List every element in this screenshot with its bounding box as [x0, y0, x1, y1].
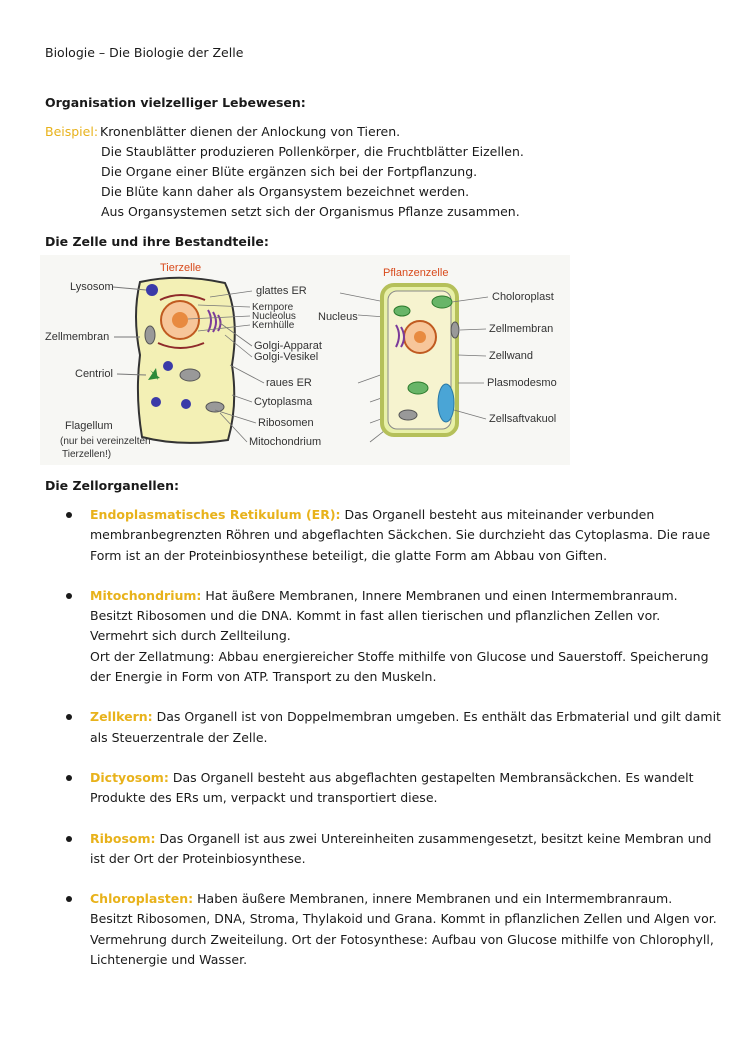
animal-lysosome	[146, 284, 158, 296]
organelle-text: membranbegrenzten Röhren und abgeflachten Säckchen. Sie durchzieht das Cytoplasma. Die raue	[90, 527, 711, 543]
animal-lysosome	[163, 361, 173, 371]
organelle-text: Vermehrung durch Zweiteilung. Ort der Fotosynthese: Aufbau von Glucose mithilfe von Chlorophyll,	[90, 931, 714, 947]
section-title-cell: Die Zelle und ihre Bestandteile:	[45, 234, 269, 249]
organelle-text: Lichtenergie und Wasser.	[90, 952, 248, 968]
cell-diagram	[40, 255, 570, 465]
label-kernpore: Kernpore	[252, 302, 294, 313]
label-zellmembran-left: Zellmembran	[45, 331, 110, 343]
label-nucleolus: Nucleolus	[252, 311, 296, 322]
plant-mitochondrium	[399, 410, 417, 420]
organelle-text: Produkte des ERs um, verpackt und transportiert diese.	[90, 790, 438, 806]
example-line: Aus Organsystemen setzt sich der Organismus Pflanze zusammen.	[101, 204, 520, 219]
organelle-text: Besitzt Ribosomen und die DNA. Kommt in fast allen tierischen und pflanzlichen Zellen vor.	[90, 608, 661, 624]
organelle-text: Form ist an der Proteinbiosynthese beteiligt, die glatte Form am Abbau von Giften.	[90, 547, 608, 563]
label-nucleus: Nucleus	[318, 311, 358, 323]
organelle-term: Endoplasmatisches Retikulum (ER):	[90, 507, 341, 522]
list-item-line	[90, 707, 722, 727]
label-plasmodesmo: Plasmodesmo	[487, 377, 557, 389]
bullet-icon	[66, 512, 72, 518]
example-block	[45, 122, 524, 222]
list-item	[62, 889, 722, 970]
label-choloroplast: Choloroplast	[492, 291, 554, 303]
section-title-organelles: Die Zellorganellen:	[45, 478, 180, 493]
bullet-icon	[66, 593, 72, 599]
organelle-text: der Energie in Form von ATP. Transport zu den Muskeln.	[90, 669, 437, 685]
section-title-organisation: Organisation vielzelliger Lebewesen:	[45, 95, 306, 110]
animal-lysosome	[151, 397, 161, 407]
plant-chloroplast	[394, 306, 410, 316]
organelle-term: Dictyosom:	[90, 769, 169, 785]
animal-mitochondrium	[145, 326, 155, 344]
label-kernhuelle: Kernhülle	[252, 320, 295, 331]
organelle-text: Haben äußere Membranen, innere Membranen und ein Intermembranraum.	[193, 891, 673, 907]
label-zellsaftvakuol: Zellsaftvakuol	[489, 413, 557, 425]
label-zellmembran-right: Zellmembran	[489, 323, 554, 335]
plant-mitochondrium	[451, 322, 459, 338]
bullet-icon	[66, 714, 72, 720]
label-flagellum: Flagellum	[65, 420, 113, 432]
animal-lysosome	[181, 399, 191, 409]
cell-diagram-svg	[40, 255, 570, 465]
organelle-text: Das Organell ist von Doppelmembran umgeben. Es enthält das Erbmaterial und gilt damit	[152, 709, 721, 725]
organelle-text: Ort der Zellatmung: Abbau energiereicher Stoffe mithilfe von Glucose und Sauerstoff. Speicherung	[90, 648, 709, 664]
animal-mitochondrium	[206, 402, 224, 412]
document-header: Biologie – Die Biologie der Zelle	[45, 45, 244, 60]
plant-vacuole	[438, 384, 454, 422]
label-cytoplasma: Cytoplasma	[254, 396, 313, 408]
organelle-text: Vermehrt sich durch Zellteilung.	[90, 628, 291, 644]
bullet-icon	[66, 896, 72, 902]
label-lysosom: Lysosom	[70, 281, 114, 293]
label-glattes-er: glattes ER	[256, 285, 307, 297]
plant-cell-title: Pflanzenzelle	[383, 267, 449, 279]
list-item-line	[90, 768, 722, 788]
organelle-term: Mitochondrium:	[90, 587, 202, 603]
organelle-term: Chloroplasten:	[90, 891, 194, 907]
list-item-line	[90, 505, 722, 525]
plant-nucleolus	[414, 331, 426, 343]
example-line: Die Organe einer Blüte ergänzen sich bei der Fortpflanzung.	[101, 164, 478, 179]
label-golgi-apparat: Golgi-Apparat	[254, 340, 322, 352]
animal-cell-title: Tierzelle	[160, 262, 202, 274]
example-line	[45, 122, 524, 142]
animal-mitochondrium	[180, 369, 200, 381]
organelle-text: Das Organell besteht aus abgeflachten gestapelten Membransäckchen. Es wandelt	[168, 769, 694, 785]
plant-chloroplast	[432, 296, 452, 308]
label-zellwand: Zellwand	[489, 350, 534, 362]
list-item	[62, 707, 722, 748]
label-golgi-vesikel: Golgi-Vesikel	[254, 351, 319, 363]
organelle-text: Hat äußere Membranen, Innere Membranen und einen Intermembranraum.	[201, 587, 678, 603]
bullet-icon	[66, 775, 72, 781]
organelle-term: Zellkern:	[90, 709, 153, 725]
organelle-text: Das Organell ist aus zwei Untereinheiten zusammengesetzt, besitzt keine Membran und	[155, 830, 712, 846]
label-centriol: Centriol	[75, 368, 113, 380]
organelle-term: Ribosom:	[90, 830, 156, 846]
list-item	[62, 505, 722, 566]
example-line: Die Blüte kann daher als Organsystem bezeichnet werden.	[101, 184, 470, 199]
label-flagellum-note: (nur bei vereinzelten	[60, 436, 151, 447]
example-label: Beispiel:	[45, 124, 99, 139]
example-text: Kronenblätter dienen der Anlockung von Tieren.	[100, 124, 401, 139]
list-item-line	[90, 586, 722, 606]
list-item	[62, 586, 722, 687]
label-ribosomen: Ribosomen	[258, 417, 314, 429]
label-flagellum-note: Tierzellen!)	[62, 449, 112, 460]
organelle-text: als Steuerzentrale der Zelle.	[90, 729, 268, 745]
organelle-text: ist der Ort der Proteinbiosynthese.	[90, 850, 306, 866]
label-raues-er: raues ER	[266, 377, 312, 389]
organelle-text: Besitzt Ribosomen, DNA, Stroma, Thylakoid und Grana. Kommt in pflanzlichen Zellen und Algen vor.	[90, 911, 717, 927]
example-line: Die Staublätter produzieren Pollenkörper, die Fruchtblätter Eizellen.	[101, 144, 524, 159]
list-item-line	[90, 889, 722, 909]
organelle-text: Das Organell besteht aus miteinander verbunden	[340, 507, 655, 522]
list-item-line	[90, 829, 722, 849]
plant-chloroplast	[408, 382, 428, 394]
list-item	[62, 829, 722, 870]
list-item	[62, 768, 722, 809]
label-mitochondrium: Mitochondrium	[249, 436, 322, 448]
organelle-list	[62, 505, 722, 990]
animal-nucleolus	[172, 312, 188, 328]
bullet-icon	[66, 836, 72, 842]
